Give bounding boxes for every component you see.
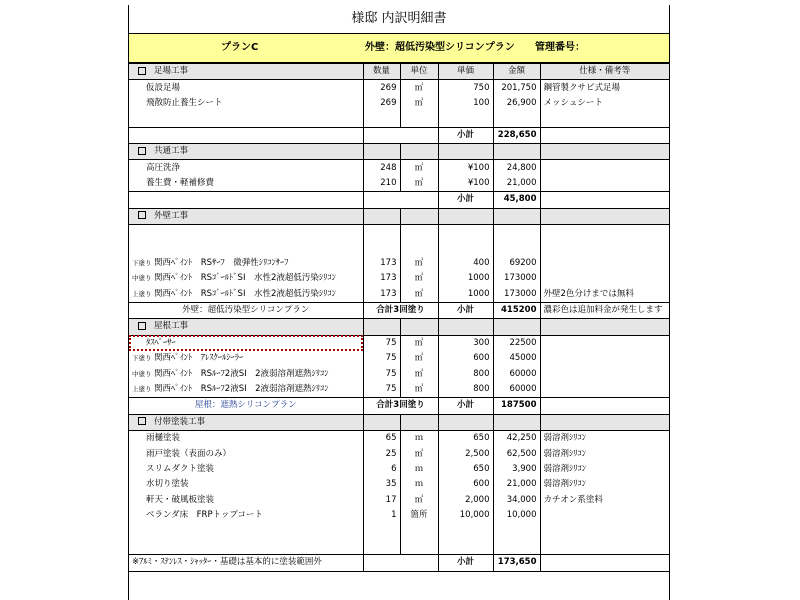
- coat-label: 中塗り: [132, 369, 152, 378]
- line-item-row: [129, 366, 669, 381]
- item-price: [438, 111, 493, 127]
- line-item-row: [129, 271, 669, 286]
- item-amount: 62,500: [493, 446, 540, 461]
- section-header-cell: [438, 319, 493, 335]
- item-name-cell: [129, 430, 363, 446]
- section-title-cell: [129, 414, 363, 430]
- line-item-row: [129, 224, 669, 240]
- line-item-row: [129, 430, 669, 446]
- item-name: スリムダクト塗装: [146, 463, 215, 474]
- item-note: [540, 176, 669, 192]
- item-note: [540, 224, 669, 240]
- item-name: 飛散防止養生シート: [146, 97, 223, 108]
- subtotal-caption: 小計: [438, 398, 493, 414]
- line-item-row: [129, 256, 669, 271]
- item-price: 1000: [438, 271, 493, 286]
- item-name-cell: [129, 493, 363, 508]
- subtotal-note: 濃彩色は追加料金が発生します: [540, 302, 669, 318]
- item-name: 軒天・破風板塗装: [146, 494, 215, 505]
- item-qty: 75: [363, 335, 400, 351]
- section-title: 屋根工事: [154, 321, 189, 332]
- item-name-cell: [129, 96, 363, 111]
- subtotal-amount: 187500: [493, 398, 540, 414]
- line-item-row: [129, 240, 669, 255]
- section-header-cell: [493, 414, 540, 430]
- subtotal-amount: 415200: [493, 302, 540, 318]
- item-amount: 22500: [493, 335, 540, 351]
- item-amount: 3,900: [493, 462, 540, 477]
- item-note: [540, 508, 669, 523]
- item-price: 2,000: [438, 493, 493, 508]
- subtotal-coat-count: [363, 555, 438, 571]
- item-note: [540, 523, 669, 538]
- item-price: 2,500: [438, 446, 493, 461]
- section-title: 足場工事: [154, 66, 189, 77]
- checkbox-square-icon: [138, 147, 146, 155]
- item-name: 関西ﾍﾟｲﾝﾄ RSｻｰﾌ 微弾性ｼﾘｺﾝｻｰﾌ: [154, 257, 289, 268]
- item-price: [438, 224, 493, 240]
- item-name-cell: [129, 335, 363, 351]
- plan-name: プランC: [221, 42, 259, 53]
- item-qty: 17: [363, 493, 400, 508]
- item-price: 100: [438, 96, 493, 111]
- item-qty: 35: [363, 477, 400, 492]
- item-amount: 10,000: [493, 508, 540, 523]
- item-name-cell: [129, 446, 363, 461]
- item-qty: 6: [363, 462, 400, 477]
- section-header-cell: [363, 414, 400, 430]
- section-header-cell: [400, 208, 438, 224]
- item-price: 750: [438, 80, 493, 96]
- item-qty: 75: [363, 382, 400, 398]
- subtotal-row: [129, 398, 669, 414]
- line-item-row: [129, 111, 669, 127]
- section-title-cell: [129, 143, 363, 159]
- item-qty: 75: [363, 366, 400, 381]
- item-name-cell: [129, 508, 363, 523]
- subtotal-caption: 小計: [438, 302, 493, 318]
- checkbox-square-icon: [138, 211, 146, 219]
- item-name-cell: [129, 160, 363, 176]
- section-header-cell: [493, 208, 540, 224]
- section-header-cell: [400, 143, 438, 159]
- checkbox-square-icon: [138, 417, 146, 425]
- section-header-cell: [438, 414, 493, 430]
- section-title-cell: [129, 319, 363, 335]
- item-price: [438, 240, 493, 255]
- section-header-cell: [438, 208, 493, 224]
- subtotal-note: [540, 192, 669, 208]
- subtotal-row: [129, 302, 669, 318]
- item-amount: 42,250: [493, 430, 540, 446]
- item-name: 仮設足場: [146, 82, 181, 93]
- item-qty: 173: [363, 286, 400, 302]
- item-name-cell: [129, 176, 363, 192]
- item-amount: 21,000: [493, 477, 540, 492]
- subtotal-caption: 小計: [438, 192, 493, 208]
- subtotal-row: [129, 555, 669, 571]
- item-name-cell: [129, 240, 363, 255]
- item-unit: 箇所: [400, 508, 438, 523]
- section-title: 共通工事: [154, 146, 189, 157]
- line-item-row: [129, 335, 669, 351]
- section-header: [129, 143, 669, 159]
- subtotal-row: [129, 127, 669, 143]
- item-unit: [400, 240, 438, 255]
- item-amount: 45000: [493, 351, 540, 366]
- management-number-label: 管理番号：: [535, 42, 585, 53]
- item-note: [540, 111, 669, 127]
- item-price: 400: [438, 256, 493, 271]
- item-name-cell: [129, 271, 363, 286]
- item-note: [540, 256, 669, 271]
- item-note: [540, 366, 669, 381]
- column-header-price: 単価: [438, 64, 493, 80]
- item-amount: 60000: [493, 382, 540, 398]
- coat-label: 上塗り: [132, 385, 152, 393]
- item-amount: [493, 523, 540, 538]
- coat-label: 上塗り: [132, 289, 152, 298]
- item-note: 弱溶剤ｼﾘｺﾝ: [543, 433, 587, 444]
- item-unit: ㎡: [400, 382, 438, 398]
- line-item-row: [129, 508, 669, 523]
- item-qty: [363, 240, 400, 255]
- item-note: [540, 351, 669, 366]
- item-unit: ㎡: [400, 366, 438, 381]
- item-name-cell: [129, 462, 363, 477]
- item-name: 雨戸塗装（表面のみ）: [146, 448, 232, 459]
- line-item-row: [129, 539, 669, 555]
- subtotal-caption: 小計: [438, 555, 493, 571]
- section-header-cell: [438, 143, 493, 159]
- item-name-cell: [129, 111, 363, 127]
- item-qty: [363, 224, 400, 240]
- item-price: 800: [438, 366, 493, 381]
- subtotal-coat-count: [363, 127, 438, 143]
- item-name: 関西ﾍﾟｲﾝﾄ RSｺﾞｰﾙﾄﾞSI 水性2液超低汚染ｼﾘｺﾝ: [154, 288, 336, 299]
- item-price: 1000: [438, 286, 493, 302]
- item-unit: ㎡: [400, 80, 438, 96]
- item-name: 高圧洗浄: [146, 162, 181, 173]
- item-name-cell: [129, 286, 363, 302]
- item-price: 800: [438, 382, 493, 398]
- item-note: 鋼管製クサビ式足場: [543, 82, 621, 93]
- subtotal-note: [540, 127, 669, 143]
- item-qty: 65: [363, 430, 400, 446]
- item-price: 600: [438, 477, 493, 492]
- coat-label: 下塗り: [132, 258, 152, 267]
- item-qty: 173: [363, 271, 400, 286]
- line-item-row: [129, 160, 669, 176]
- item-price: 650: [438, 462, 493, 477]
- item-unit: ㎡: [400, 256, 438, 271]
- subtotal-coat-count: [363, 192, 438, 208]
- plan-exterior: 外壁：超低汚染型シリコンプラン: [365, 42, 515, 53]
- checkbox-square-icon: [138, 67, 146, 75]
- item-amount: 34,000: [493, 493, 540, 508]
- section-header-cell: [493, 319, 540, 335]
- line-item-row: [129, 96, 669, 111]
- item-qty: 25: [363, 446, 400, 461]
- item-price: ¥100: [438, 160, 493, 176]
- item-name-cell: [129, 523, 363, 538]
- line-item-row: [129, 477, 669, 492]
- item-name-cell: [129, 351, 363, 366]
- item-name: ﾀｽﾍﾟｰｻｰ: [146, 337, 176, 348]
- item-qty: 210: [363, 176, 400, 192]
- item-unit: ㎡: [400, 96, 438, 111]
- item-note: カチオン系塗料: [543, 494, 603, 505]
- section-title: 付帯塗装工事: [154, 416, 206, 427]
- item-unit: ㎡: [400, 176, 438, 192]
- subtotal-label: 屋根：遮熱シリコンプラン: [129, 398, 363, 414]
- item-note: [540, 240, 669, 255]
- item-unit: ㎡: [400, 335, 438, 351]
- line-item-row: [129, 286, 669, 302]
- section-header-cell: [540, 319, 669, 335]
- item-note: [540, 539, 669, 555]
- section-header-cell: [540, 143, 669, 159]
- item-qty: 1: [363, 508, 400, 523]
- item-amount: 173000: [493, 271, 540, 286]
- section-title-cell: [129, 64, 363, 80]
- item-amount: [493, 240, 540, 255]
- section-header: [129, 319, 669, 335]
- section-header: [129, 208, 669, 224]
- item-unit: [400, 111, 438, 127]
- item-price: 600: [438, 351, 493, 366]
- subtotal-coat-count: 合計3回塗り: [363, 302, 438, 318]
- item-amount: 201,750: [493, 80, 540, 96]
- section-header-cell: [363, 143, 400, 159]
- subtotal-amount: 173,650: [493, 555, 540, 571]
- item-unit: [400, 539, 438, 555]
- item-price: 10,000: [438, 508, 493, 523]
- column-header-note: 仕様・備考等: [540, 64, 669, 80]
- item-amount: 173000: [493, 286, 540, 302]
- item-note: [540, 335, 669, 351]
- item-amount: 69200: [493, 256, 540, 271]
- subtotal-row: [129, 192, 669, 208]
- item-name-cell: [129, 382, 363, 398]
- item-note: 弱溶剤ｼﾘｺﾝ: [543, 479, 587, 490]
- section-header-cell: [400, 319, 438, 335]
- estimate-table: [129, 63, 669, 572]
- column-header-amount: 金額: [493, 64, 540, 80]
- section-header-cell: [493, 143, 540, 159]
- item-note: [540, 382, 669, 398]
- document-title: 様邸 内訳明細書: [129, 5, 669, 34]
- item-unit: ㎡: [400, 160, 438, 176]
- item-name: 養生費・軽補修費: [146, 177, 215, 188]
- item-note: 弱溶剤ｼﾘｺﾝ: [543, 463, 587, 474]
- line-item-row: [129, 351, 669, 366]
- item-price: 300: [438, 335, 493, 351]
- item-qty: 269: [363, 80, 400, 96]
- section-title: 外壁工事: [154, 210, 189, 221]
- item-unit: ㎡: [400, 286, 438, 302]
- item-unit: ｍ: [400, 462, 438, 477]
- item-unit: ㎡: [400, 351, 438, 366]
- item-note: [540, 160, 669, 176]
- subtotal-amount: 228,650: [493, 127, 540, 143]
- section-header: [129, 64, 669, 80]
- item-note: 外壁2色分けまでは無料: [543, 288, 634, 299]
- section-header-cell: [540, 414, 669, 430]
- subtotal-caption: 小計: [438, 127, 493, 143]
- item-amount: 26,900: [493, 96, 540, 111]
- subtotal-coat-count: 合計3回塗り: [363, 398, 438, 414]
- item-name-cell: [129, 256, 363, 271]
- item-name-cell: [129, 80, 363, 96]
- item-qty: 248: [363, 160, 400, 176]
- line-item-row: [129, 176, 669, 192]
- item-name: 水切り塗装: [146, 479, 189, 490]
- subtotal-label: ※ｱﾙﾐ・ｽﾃﾝﾚｽ・ｼｬｯﾀｰ・基礎は基本的に塗装範囲外: [129, 555, 363, 571]
- line-item-row: [129, 80, 669, 96]
- item-unit: ｍ: [400, 430, 438, 446]
- item-unit: ㎡: [400, 271, 438, 286]
- item-price: [438, 523, 493, 538]
- subtotal-label: [129, 127, 363, 143]
- line-item-row: [129, 382, 669, 398]
- item-qty: [363, 523, 400, 538]
- item-name: ベランダ床 FRPトップコート: [146, 510, 263, 521]
- item-price: ¥100: [438, 176, 493, 192]
- item-price: 650: [438, 430, 493, 446]
- item-note: メッシュシート: [543, 97, 603, 108]
- section-header-cell: [363, 208, 400, 224]
- column-header-qty: 数量: [363, 64, 400, 80]
- subtotal-note: [540, 398, 669, 414]
- section-header-cell: [400, 414, 438, 430]
- section-title-cell: [129, 208, 363, 224]
- item-name: 雨樋塗装: [146, 433, 181, 444]
- section-header-cell: [540, 208, 669, 224]
- section-header-cell: [363, 319, 400, 335]
- item-amount: 24,800: [493, 160, 540, 176]
- item-amount: [493, 111, 540, 127]
- item-qty: [363, 539, 400, 555]
- item-unit: [400, 523, 438, 538]
- subtotal-amount: 45,800: [493, 192, 540, 208]
- item-name: 関西ﾍﾟｲﾝﾄ ｱﾚｽｸｰﾙｼｰﾗｰ: [154, 353, 244, 364]
- plan-bar: [129, 34, 669, 63]
- coat-label: 下塗り: [132, 354, 152, 363]
- item-name-cell: [129, 477, 363, 492]
- item-note: [540, 271, 669, 286]
- subtotal-note: [540, 555, 669, 571]
- column-header-unit: 単位: [400, 64, 438, 80]
- subtotal-label: [129, 192, 363, 208]
- item-name: 関西ﾍﾟｲﾝﾄ RSｺﾞｰﾙﾄﾞSI 水性2液超低汚染ｼﾘｺﾝ: [154, 273, 336, 284]
- item-unit: ㎡: [400, 493, 438, 508]
- section-header: [129, 414, 669, 430]
- item-price: [438, 539, 493, 555]
- line-item-row: [129, 462, 669, 477]
- coat-label: 中塗り: [132, 274, 152, 283]
- checkbox-square-icon: [138, 322, 146, 330]
- line-item-row: [129, 523, 669, 538]
- item-qty: [363, 111, 400, 127]
- item-note: 弱溶剤ｼﾘｺﾝ: [543, 448, 587, 459]
- line-item-row: [129, 446, 669, 461]
- item-unit: ㎡: [400, 446, 438, 461]
- item-amount: 60000: [493, 366, 540, 381]
- line-item-row: [129, 493, 669, 508]
- item-name-cell: [129, 539, 363, 555]
- item-unit: [400, 224, 438, 240]
- item-qty: 173: [363, 256, 400, 271]
- item-unit: ｍ: [400, 477, 438, 492]
- item-amount: [493, 539, 540, 555]
- item-qty: 269: [363, 96, 400, 111]
- item-name-cell: [129, 366, 363, 381]
- item-name: 関西ﾍﾟｲﾝﾄ RSﾙｰﾌ2液SI 2液弱溶剤遮熱ｼﾘｺﾝ: [154, 368, 329, 379]
- item-amount: 21,000: [493, 176, 540, 192]
- subtotal-label: 外壁：超低汚染型シリコンプラン: [129, 302, 363, 318]
- item-qty: 75: [363, 351, 400, 366]
- item-name: 関西ﾍﾟｲﾝﾄ RSﾙｰﾌ2液SI 2液弱溶剤遮熱ｼﾘｺﾝ: [154, 384, 329, 394]
- estimate-sheet: [128, 5, 670, 600]
- item-name-cell: [129, 224, 363, 240]
- item-amount: [493, 224, 540, 240]
